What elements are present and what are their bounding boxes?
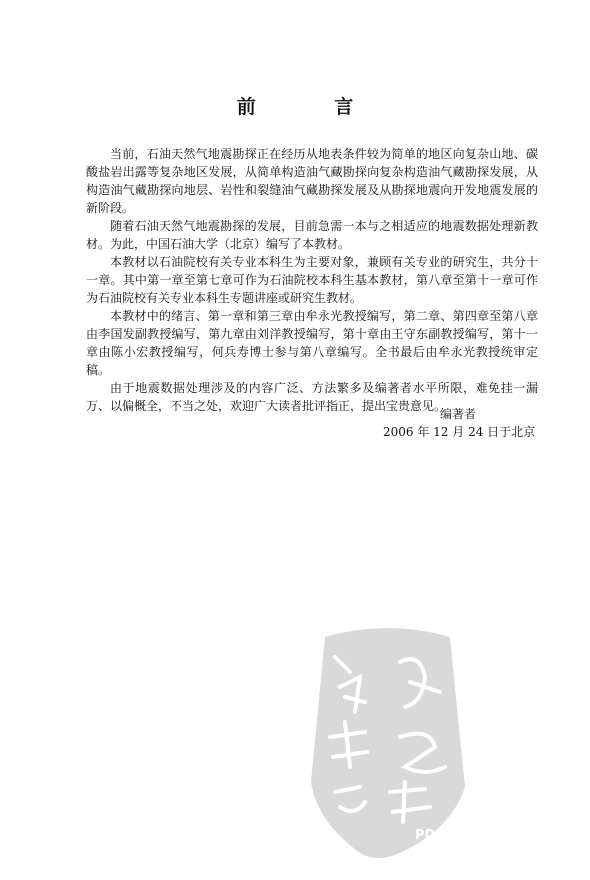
watermark-text: PDG	[415, 828, 446, 843]
paragraph-2: 随着石油天然气地震勘探的发展，目前急需一本与之相适应的地震数据处理新教材。为此，中国石油大学（北京）编写了本教材。	[86, 219, 538, 251]
paragraph-4: 本教材中的绪言、第一章和第三章由牟永光教授编写，第二章、第四章至第八章由李国发副教授编写，第九章由刘洋教授编写，第十章由王守东副教授编写，第十一章由陈小宏教授编写，何兵寿博士参与第八章编写。全书最后由牟永光教授统审定稿。	[86, 309, 538, 377]
author-signature: 编著者	[440, 407, 477, 421]
preface-body	[86, 145, 538, 415]
paragraph-5: 由于地震数据处理涉及的内容广泛、方法繁多及编著者水平所限，难免挂一漏万、以偏概全，不当之处，欢迎广大读者批评指正，提出宝贵意见。	[86, 381, 538, 413]
watermark-seal	[305, 617, 470, 862]
seal-shape	[311, 628, 465, 858]
paragraph-3: 本教材以石油院校有关专业本科生为主要对象，兼顾有关专业的研究生，共分十一章。其中第一章至第七章可作为石油院校本科生基本教材，第八章至第十一章可作为石油院校有关专业本科生专题讲座或研究生教材。	[86, 255, 538, 305]
page-title: 前 言	[236, 96, 390, 118]
date-line: 2006 年 12 月 24 日于北京	[383, 425, 536, 439]
paragraph-1: 当前，石油天然气地震勘探正在经历从地表条件较为简单的地区向复杂山地、碳酸盐岩出露等复杂地区发展，从简单构造油气藏勘探向复杂构造油气藏勘探发展，从构造油气藏勘探向地层、岩性和裂缝油气藏勘探发展及从勘探地震向开发地震发展的新阶段。	[86, 147, 538, 215]
